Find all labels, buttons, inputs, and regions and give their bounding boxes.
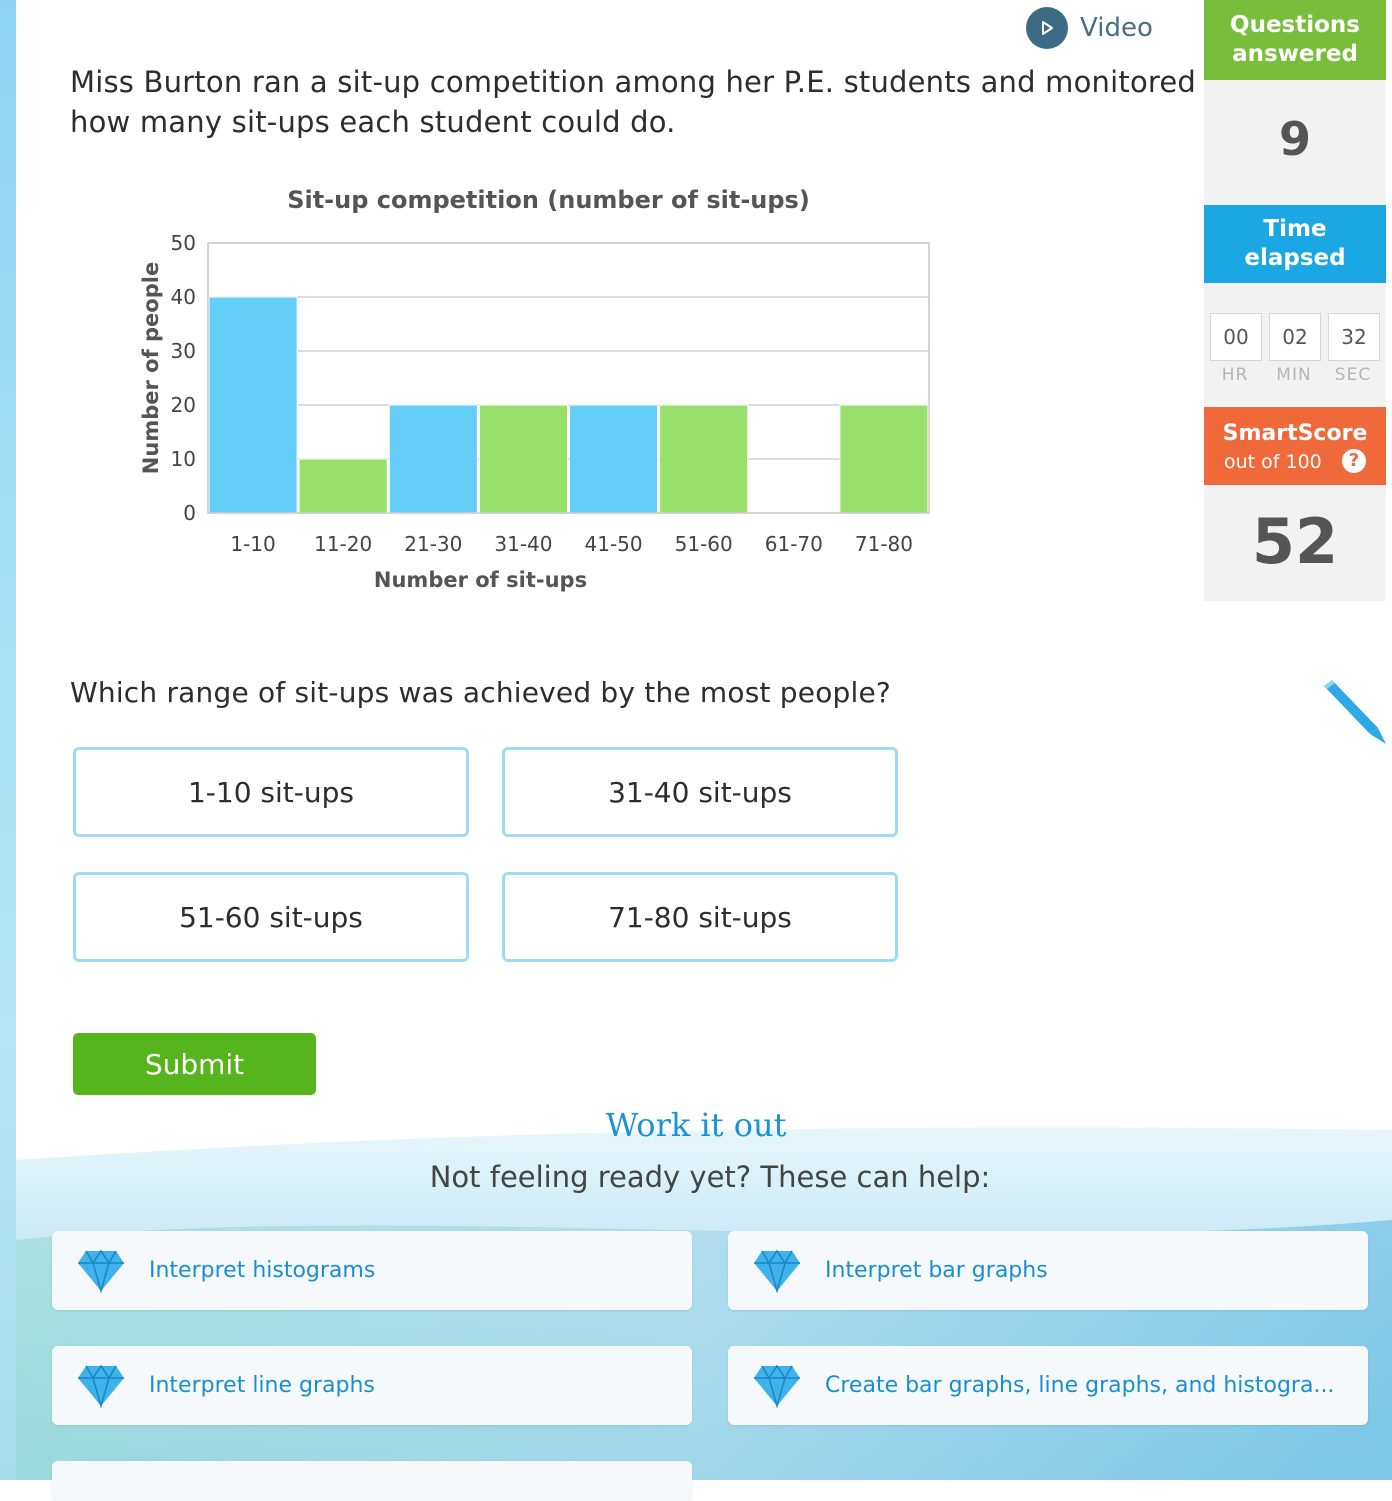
- question-text: Miss Burton ran a sit-up competition among her P.E. students and monitored how many sit-ups each student could do.: [70, 65, 1197, 139]
- x-tick-label: 11-20: [314, 532, 373, 556]
- smartscore-sublabel: out of 100: [1224, 451, 1322, 473]
- y-tick-label: 40: [170, 285, 196, 309]
- video-label: Video: [1080, 13, 1153, 43]
- skill-label: Interpret bar graphs: [825, 1258, 1048, 1283]
- skill-label: Create bar graphs, line graphs, and histogra...: [825, 1373, 1335, 1398]
- bar-41-50: [570, 405, 658, 513]
- time-elapsed-label-line1: Time: [1263, 216, 1327, 242]
- bar-31-40: [479, 405, 567, 513]
- pencil-icon[interactable]: [1316, 676, 1388, 752]
- submit-button[interactable]: Submit: [73, 1033, 316, 1095]
- y-tick-label: 0: [183, 501, 196, 525]
- video-link[interactable]: [1026, 6, 1153, 50]
- skill-label: Interpret histograms: [149, 1258, 376, 1283]
- choice-51-60[interactable]: 51-60 sit-ups: [73, 872, 469, 962]
- x-axis-label: Number of sit-ups: [373, 568, 588, 592]
- time-elapsed-header: [1204, 205, 1386, 283]
- timer-panel: [1204, 283, 1386, 407]
- skill-link-interpret-histograms[interactable]: [52, 1231, 692, 1310]
- diamond-icon: [752, 1249, 802, 1297]
- y-tick-label: 50: [170, 231, 196, 255]
- timer-minutes: 02: [1269, 313, 1321, 361]
- work-it-out-subtitle: Not feeling ready yet? These can help:: [429, 1160, 991, 1194]
- smartscore-value: 52: [1251, 505, 1339, 578]
- bar-11-20: [299, 459, 387, 513]
- x-tick-label: 1-10: [230, 532, 276, 556]
- diamond-icon: [76, 1364, 126, 1412]
- smartscore-header: [1204, 407, 1386, 485]
- skill-link-partial[interactable]: [52, 1461, 692, 1501]
- left-stripe: [0, 0, 16, 1480]
- skill-link-interpret-line-graphs[interactable]: [52, 1346, 692, 1425]
- y-axis-label: Number of people: [139, 261, 163, 475]
- x-tick-label: 71-80: [854, 532, 913, 556]
- work-it-out-title: Work it out: [605, 1106, 787, 1144]
- diamond-icon: [752, 1364, 802, 1412]
- histogram-chart: [120, 170, 960, 600]
- y-tick-label: 30: [170, 339, 196, 363]
- bar-1-10: [209, 297, 297, 513]
- questions-answered-header: [1204, 0, 1386, 80]
- questions-answered-panel: [1204, 80, 1386, 205]
- skill-link-interpret-bar-graphs[interactable]: [728, 1231, 1368, 1310]
- help-icon[interactable]: ?: [1342, 449, 1366, 473]
- smartscore-panel: [1204, 485, 1386, 601]
- skill-link-create-graphs[interactable]: [728, 1346, 1368, 1425]
- timer-seconds-label: SEC: [1334, 365, 1372, 385]
- skill-label: Interpret line graphs: [149, 1373, 375, 1398]
- timer-minutes-label: MIN: [1276, 365, 1312, 385]
- bar-21-30: [389, 405, 477, 513]
- question-prompt: Which range of sit-ups was achieved by the most people?: [70, 676, 891, 709]
- choice-31-40[interactable]: 31-40 sit-ups: [502, 747, 898, 837]
- x-tick-label: 51-60: [674, 532, 733, 556]
- y-tick-label: 10: [170, 447, 196, 471]
- x-tick-label: 41-50: [584, 532, 643, 556]
- chart-title: Sit-up competition (number of sit-ups): [287, 186, 810, 214]
- questions-answered-count: 9: [1278, 112, 1311, 166]
- play-icon: [1026, 7, 1068, 49]
- smartscore-label: SmartScore: [1222, 421, 1368, 446]
- bar-71-80: [840, 405, 928, 513]
- x-tick-label: 21-30: [404, 532, 463, 556]
- y-tick-label: 20: [170, 393, 196, 417]
- choice-71-80[interactable]: 71-80 sit-ups: [502, 872, 898, 962]
- diamond-icon: [76, 1249, 126, 1297]
- timer-hours: 00: [1210, 313, 1262, 361]
- choice-1-10[interactable]: 1-10 sit-ups: [73, 747, 469, 837]
- bar-51-60: [660, 405, 748, 513]
- questions-answered-label-line1: Questions: [1230, 12, 1360, 38]
- x-tick-label: 31-40: [494, 532, 553, 556]
- timer-seconds: 32: [1328, 313, 1380, 361]
- timer-hours-label: HR: [1221, 365, 1249, 385]
- time-elapsed-label-line2: elapsed: [1244, 245, 1346, 271]
- questions-answered-label-line2: answered: [1232, 41, 1358, 67]
- x-tick-label: 61-70: [764, 532, 823, 556]
